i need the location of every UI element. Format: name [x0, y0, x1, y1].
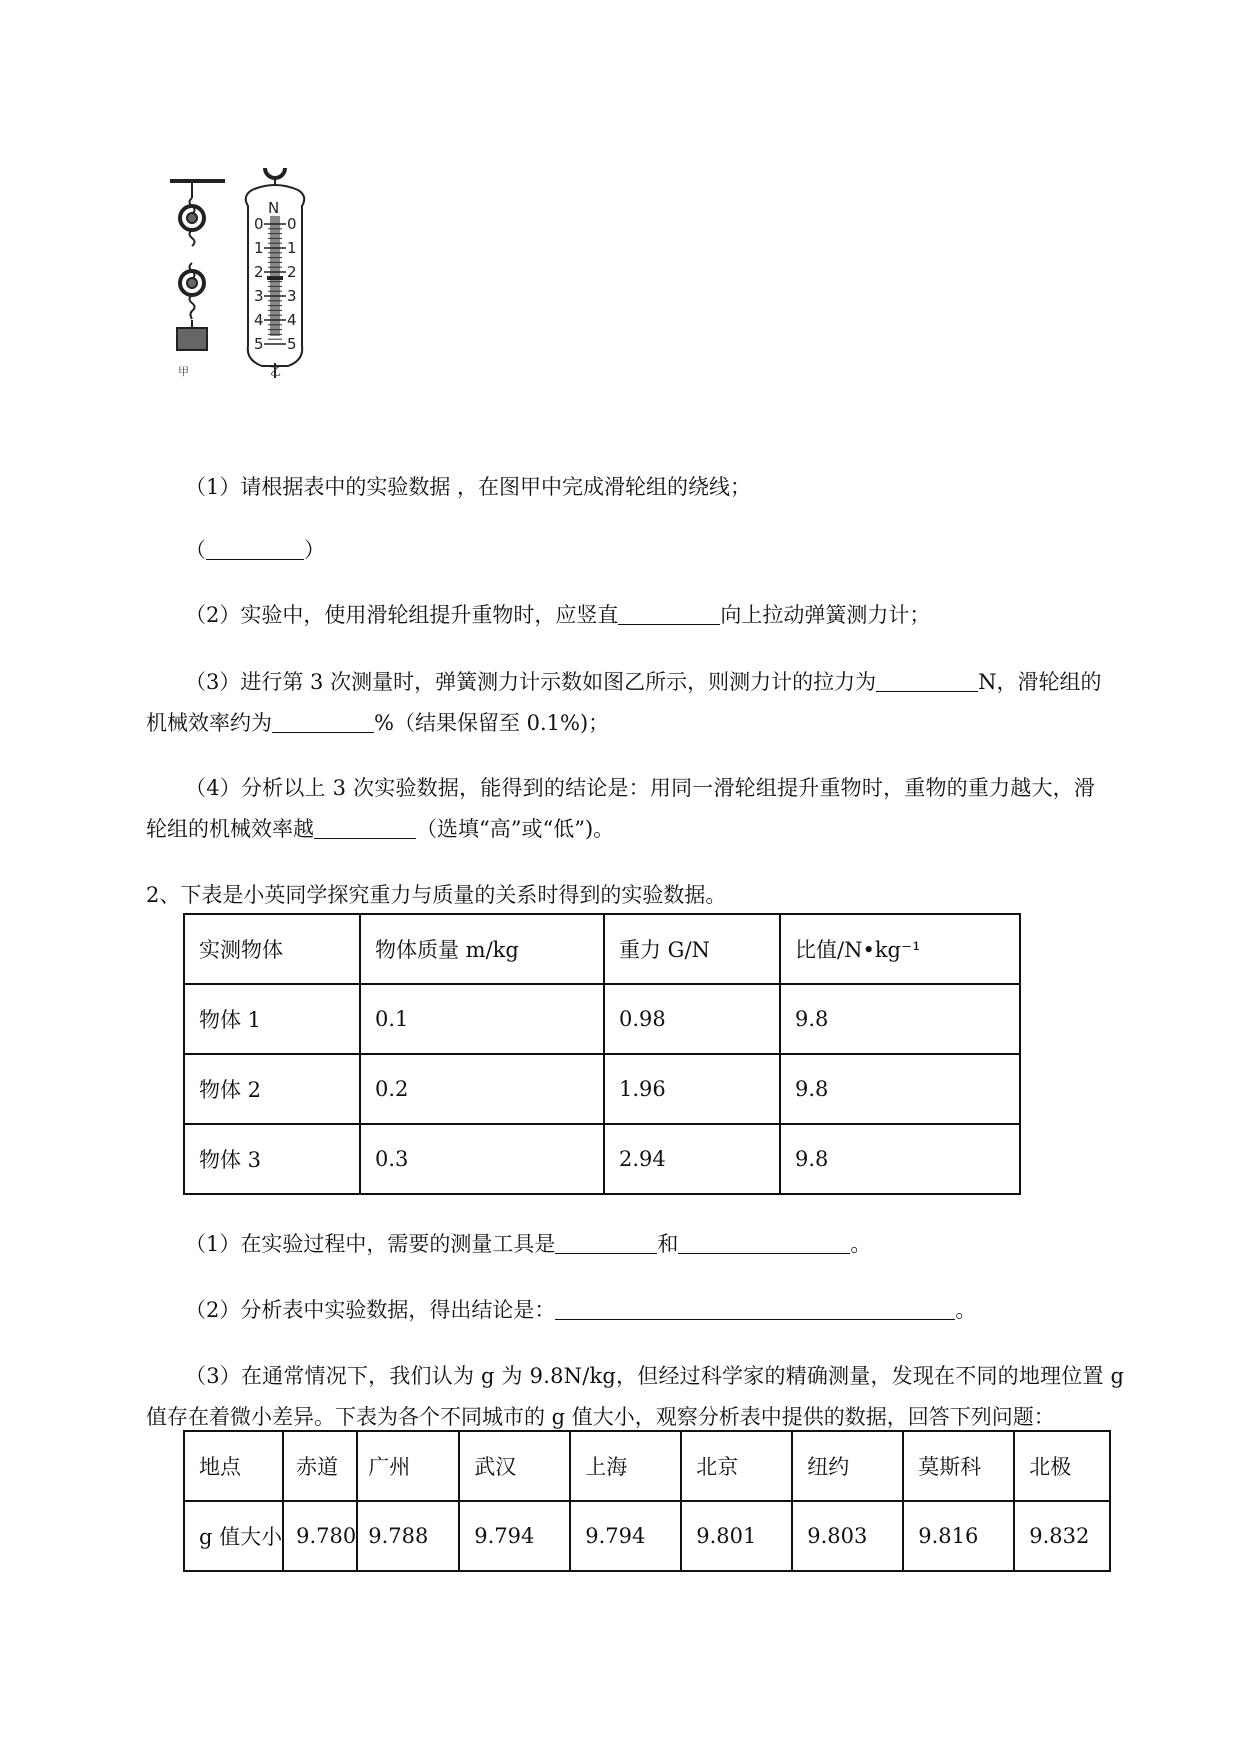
table-cell: 纽约 — [792, 1431, 903, 1501]
table-cell: 1.96 — [604, 1054, 780, 1124]
q1-part3-line1 — [185, 670, 1101, 694]
answer-blank[interactable] — [555, 1233, 657, 1254]
table-cell: 0.2 — [360, 1054, 604, 1124]
table-cell: 广州 — [357, 1431, 459, 1501]
table-cell: 北京 — [681, 1431, 792, 1501]
table-row — [184, 1124, 1020, 1194]
meter-tick-label-left: 3 — [254, 287, 264, 305]
figure-label-jia: 甲 — [178, 365, 189, 378]
q1-part3-line2-before: 机械效率约为 — [146, 711, 272, 735]
meter-tick-label-right: 1 — [287, 239, 297, 257]
table-cell: 9.8 — [780, 984, 1020, 1054]
q1-part4-line1 — [185, 776, 1095, 800]
answer-close-paren: ） — [304, 538, 325, 562]
table-cell: 9.832 — [1014, 1501, 1110, 1571]
pulley-system-drawing — [170, 181, 225, 350]
q2-part1-text-mid: 和 — [657, 1232, 679, 1256]
table-cell: 2.94 — [604, 1124, 780, 1194]
table-row — [184, 1054, 1020, 1124]
meter-tick-label-left: 4 — [254, 311, 264, 329]
meter-unit-label: N — [268, 199, 280, 217]
q1-part4-line2-before: 轮组的机械效率越 — [146, 817, 314, 841]
answer-blank[interactable] — [876, 671, 978, 692]
table-cell: 9.801 — [681, 1501, 792, 1571]
meter-tick-label-right: 5 — [287, 335, 297, 353]
table-cell: 物体 1 — [184, 984, 360, 1054]
meter-tick-label-left: 1 — [254, 239, 264, 257]
answer-blank[interactable] — [678, 1233, 850, 1254]
q1-part1-text: （1）请根据表中的实验数据 ，在图甲中完成滑轮组的绕线； — [185, 475, 752, 499]
q1-part2-text-after: 向上拉动弹簧测力计； — [720, 603, 931, 627]
q2-part2-text-after: 。 — [955, 1298, 977, 1322]
q1-part3-line2-after: %（结果保留至 0.1%)； — [374, 711, 610, 735]
table-cell: 9.780 — [283, 1501, 357, 1571]
experiment-figure — [170, 168, 340, 428]
table-cell: g 值大小 — [184, 1501, 283, 1571]
table-cell: 武汉 — [459, 1431, 570, 1501]
table-row — [184, 1501, 1110, 1571]
meter-tick-label-right: 0 — [287, 215, 297, 233]
table-header-cell: 重力 G/N — [604, 914, 780, 984]
table-cell: 地点 — [184, 1431, 283, 1501]
table-cell: 9.794 — [570, 1501, 681, 1571]
table-cell: 上海 — [570, 1431, 681, 1501]
q1-part3-text-before: （3）进行第 3 次测量时，弹簧测力计示数如图乙所示，则测力计的拉力为 — [185, 670, 877, 694]
table-header-cell: 实测物体 — [184, 914, 360, 984]
meter-tick-label-left: 2 — [254, 263, 264, 281]
meter-tick-label-left: 0 — [254, 215, 264, 233]
q1-part4-line2-after: （选填“高”或“低”)。 — [416, 817, 615, 841]
q2-part1-text-after: 。 — [850, 1232, 872, 1256]
q2-intro — [146, 883, 726, 907]
q2-part1-text-before: （1）在实验过程中，需要的测量工具是 — [185, 1232, 556, 1256]
table-cell: 莫斯科 — [903, 1431, 1014, 1501]
answer-blank[interactable] — [272, 712, 374, 733]
answer-blank[interactable] — [555, 1299, 955, 1320]
table-row — [184, 984, 1020, 1054]
q2-part3-line2 — [146, 1405, 1055, 1429]
figure-label-yi: 乙 — [270, 365, 281, 378]
meter-tick-label-right: 3 — [287, 287, 297, 305]
q2-part3-text: （3）在通常情况下，我们认为 g 为 9.8N/kg，但经过科学家的精确测量，发现在不同的地理位置 g — [185, 1364, 1125, 1388]
table-cell: 0.1 — [360, 984, 604, 1054]
q2-part3-text-line2: 值存在着微小差异。下表为各个不同城市的 g 值大小，观察分析表中提供的数据，回答下列问题： — [146, 1405, 1055, 1429]
q1-part2 — [185, 603, 930, 627]
gravity-mass-table — [183, 913, 1021, 1195]
q1-part4-line2 — [146, 817, 614, 841]
table-cell: 0.3 — [360, 1124, 604, 1194]
q2-part2 — [185, 1298, 976, 1322]
table-cell: 9.8 — [780, 1124, 1020, 1194]
answer-blank[interactable] — [314, 818, 416, 839]
table-header-cell: 物体质量 m/kg — [360, 914, 604, 984]
table-header-cell: 比值/N•kg⁻¹ — [780, 914, 1020, 984]
table-cell: 0.98 — [604, 984, 780, 1054]
q2-intro-text: 2、下表是小英同学探究重力与质量的关系时得到的实验数据。 — [146, 883, 727, 907]
answer-blank[interactable] — [618, 604, 720, 625]
q1-part1 — [185, 475, 751, 499]
table-cell: 物体 3 — [184, 1124, 360, 1194]
meter-tick-label-right: 2 — [287, 263, 297, 281]
meter-tick-label-left: 5 — [254, 335, 264, 353]
answer-blank[interactable] — [206, 539, 304, 560]
q1-part3-line2 — [146, 711, 609, 735]
q1-part1-answer — [185, 538, 325, 562]
q1-part2-text-before: （2）实验中，使用滑轮组提升重物时，应竖直 — [185, 603, 619, 627]
table-cell: 9.816 — [903, 1501, 1014, 1571]
table-cell: 物体 2 — [184, 1054, 360, 1124]
q1-part3-text-after: N，滑轮组的 — [978, 670, 1102, 694]
table-cell: 北极 — [1014, 1431, 1110, 1501]
table-header-row — [184, 914, 1020, 984]
table-cell: 赤道 — [283, 1431, 357, 1501]
q2-part2-text-before: （2）分析表中实验数据，得出结论是： — [185, 1298, 556, 1322]
answer-open-paren: （ — [185, 538, 206, 562]
table-cell: 9.803 — [792, 1501, 903, 1571]
pulley-and-spring-scale-diagram — [170, 168, 340, 408]
table-row — [184, 1431, 1110, 1501]
table-cell: 9.788 — [357, 1501, 459, 1571]
table-cell: 9.8 — [780, 1054, 1020, 1124]
q2-part1 — [185, 1232, 871, 1256]
g-value-table — [183, 1430, 1111, 1572]
meter-tick-label-right: 4 — [287, 311, 297, 329]
table-cell: 9.794 — [459, 1501, 570, 1571]
q2-part3-line1 — [185, 1364, 1124, 1388]
q1-part4-text: （4）分析以上 3 次实验数据，能得到的结论是：用同一滑轮组提升重物时，重物的重力越大，滑 — [185, 776, 1096, 800]
